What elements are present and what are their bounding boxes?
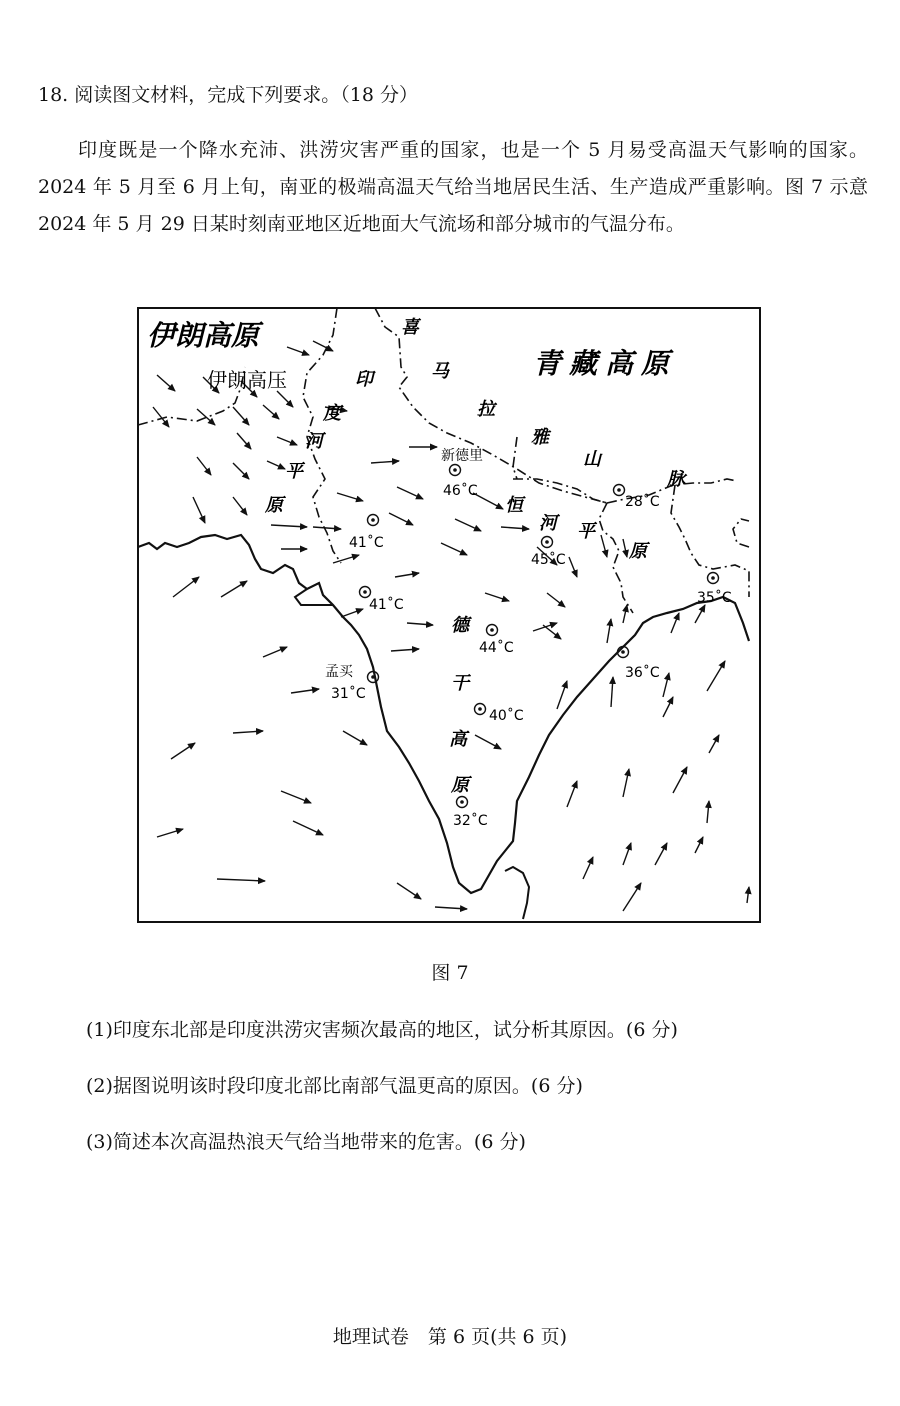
figure-caption: 图 7: [431, 962, 469, 984]
city-name: 新德里: [441, 448, 483, 464]
question-paragraph: 印度既是一个降水充沛、洪涝灾害严重的国家，也是一个 5 月易受高温天气影响的国家。2024 年 5 月至 6 月上旬，南亚的极端高温天气给当地居民生活、生产造成严重影响。图 7 示意 2024 年 5 月 29 日某时刻南亚地区近地面大气流场和部分城市的气温分布。: [38, 139, 868, 235]
question-title: 18. 阅读图文材料，完成下列要求。（18 分）: [38, 84, 418, 106]
label-ganges-char: 原: [629, 541, 647, 562]
city-temp: 31˚C: [331, 686, 366, 702]
label-indus-char: 印: [355, 369, 373, 390]
sub-question-1: (1)印度东北部是印度洪涝灾害频次最高的地区，试分析其原因。(6 分): [86, 1019, 678, 1041]
label-tibet-plateau: 青藏高原: [533, 347, 678, 380]
label-ganges-char: 恒: [505, 495, 523, 516]
label-deccan-char: 干: [451, 673, 469, 694]
sub-question-2: (2)据图说明该时段印度北部比南部气温更高的原因。(6 分): [86, 1075, 583, 1097]
city-temp: 28˚C: [625, 494, 660, 510]
city-temp: 36˚C: [625, 665, 660, 681]
city-temp: 44˚C: [479, 640, 514, 656]
label-ganges-char: 河: [539, 513, 557, 534]
label-indus-char: 原: [265, 495, 283, 516]
south-asia-map: [137, 307, 761, 923]
label-himalaya-char: 雅: [531, 427, 549, 448]
label-himalaya-char: 拉: [477, 399, 495, 420]
city-temp: 45˚C: [531, 552, 566, 568]
label-himalaya-char: 山: [583, 449, 601, 470]
sub-question-3: (3)简述本次高温热浪天气给当地带来的危害。(6 分): [86, 1131, 526, 1153]
label-indus-char: 河: [305, 431, 323, 452]
label-iran-plateau: 伊朗高原: [147, 319, 260, 352]
city-temp: 46˚C: [443, 483, 478, 499]
label-indus-char: 度: [323, 403, 341, 424]
city-temp: 41˚C: [369, 597, 404, 613]
city-temp: 35˚C: [697, 590, 732, 606]
label-ganges-char: 平: [577, 521, 595, 542]
city-name: 孟买: [325, 664, 353, 680]
city-temp: 41˚C: [349, 535, 384, 551]
label-indus-char: 平: [285, 461, 303, 482]
label-iran-high: 伊朗高压: [207, 368, 287, 392]
label-himalaya-char: 脉: [667, 469, 685, 490]
map-svg: [137, 307, 761, 923]
map-frame: [138, 308, 760, 922]
label-himalaya-char: 马: [431, 361, 449, 382]
city-temp: 32˚C: [453, 813, 488, 829]
page-footer: 地理试卷 第 6 页(共 6 页): [332, 1326, 568, 1348]
city-temp: 40˚C: [489, 708, 524, 724]
label-deccan-char: 高: [449, 729, 467, 750]
label-deccan-char: 德: [451, 615, 469, 636]
label-deccan-char: 原: [451, 775, 469, 796]
label-himalaya-char: 喜: [401, 317, 419, 338]
